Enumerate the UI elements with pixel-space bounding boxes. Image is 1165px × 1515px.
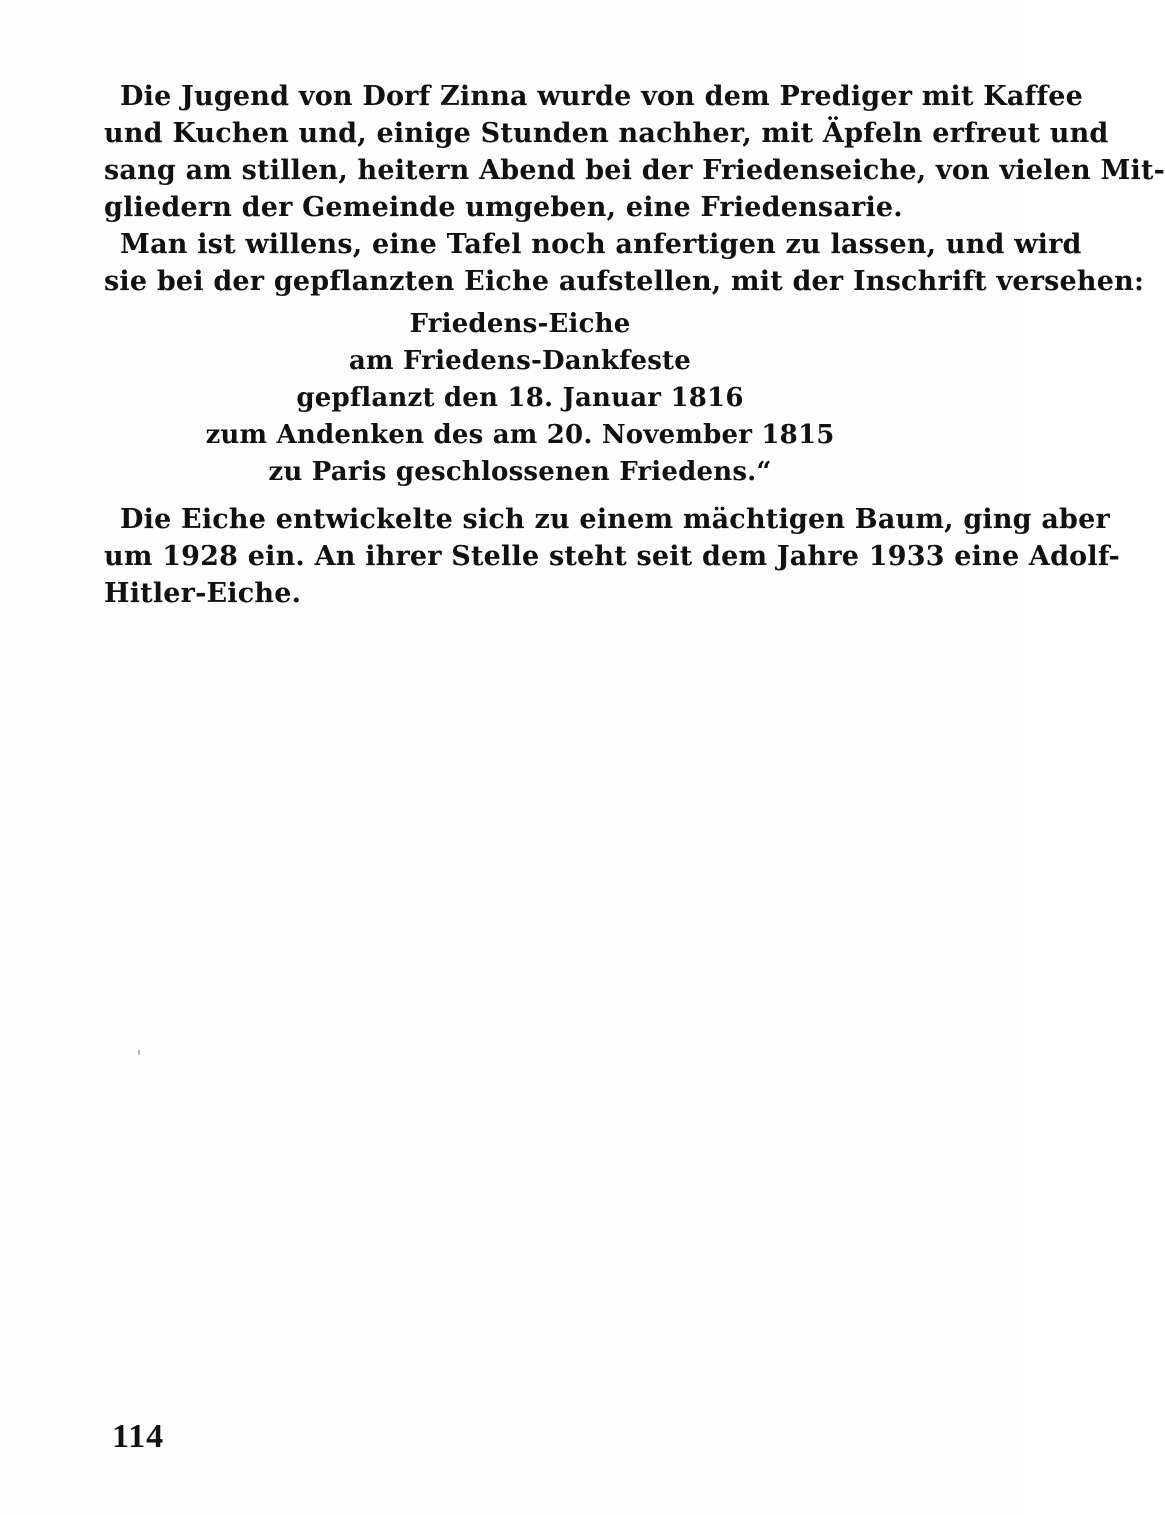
page-number: 114 xyxy=(112,1418,165,1455)
paragraph-line: Hitler-Eiche. xyxy=(104,578,302,609)
inscription-line: zu Paris geschlossenen Friedens.“ xyxy=(268,457,772,487)
scan-speck xyxy=(138,1050,140,1055)
paragraph-line: sie bei der gepflanzten Eiche aufstellen, mit der Inschrift versehen: xyxy=(104,266,1145,297)
inscription-line: am Friedens-Dankfeste xyxy=(348,346,691,376)
inscription-line: Friedens-Eiche xyxy=(409,309,631,339)
paragraph-youth-celebration xyxy=(104,78,1165,226)
inscription-line: zum Andenken des am 20. November 1815 xyxy=(205,420,835,450)
paragraph-line: gliedern der Gemeinde umgeben, eine Friedensarie. xyxy=(104,192,903,223)
paragraph-oak-fate xyxy=(104,501,1121,612)
paragraph-line: um 1928 ein. An ihrer Stelle steht seit dem Jahre 1933 eine Adolf- xyxy=(104,541,1121,572)
inscription-line: gepflanzt den 18. Januar 1816 xyxy=(296,383,744,413)
paragraph-line: Man ist willens, eine Tafel noch anfertigen zu lassen, und wird xyxy=(120,229,1082,260)
paragraph-line: Die Eiche entwickelte sich zu einem mächtigen Baum, ging aber xyxy=(120,504,1110,535)
paragraph-line: und Kuchen und, einige Stunden nachher, mit Äpfeln erfreut und xyxy=(104,118,1109,149)
paragraph-tablet-plan xyxy=(104,226,1145,300)
page-body xyxy=(104,78,1165,612)
paragraph-line: sang am stillen, heitern Abend bei der Friedenseiche, von vielen Mit- xyxy=(104,155,1165,186)
tablet-inscription xyxy=(104,306,936,491)
paragraph-line: Die Jugend von Dorf Zinna wurde von dem Prediger mit Kaffee xyxy=(120,81,1084,112)
